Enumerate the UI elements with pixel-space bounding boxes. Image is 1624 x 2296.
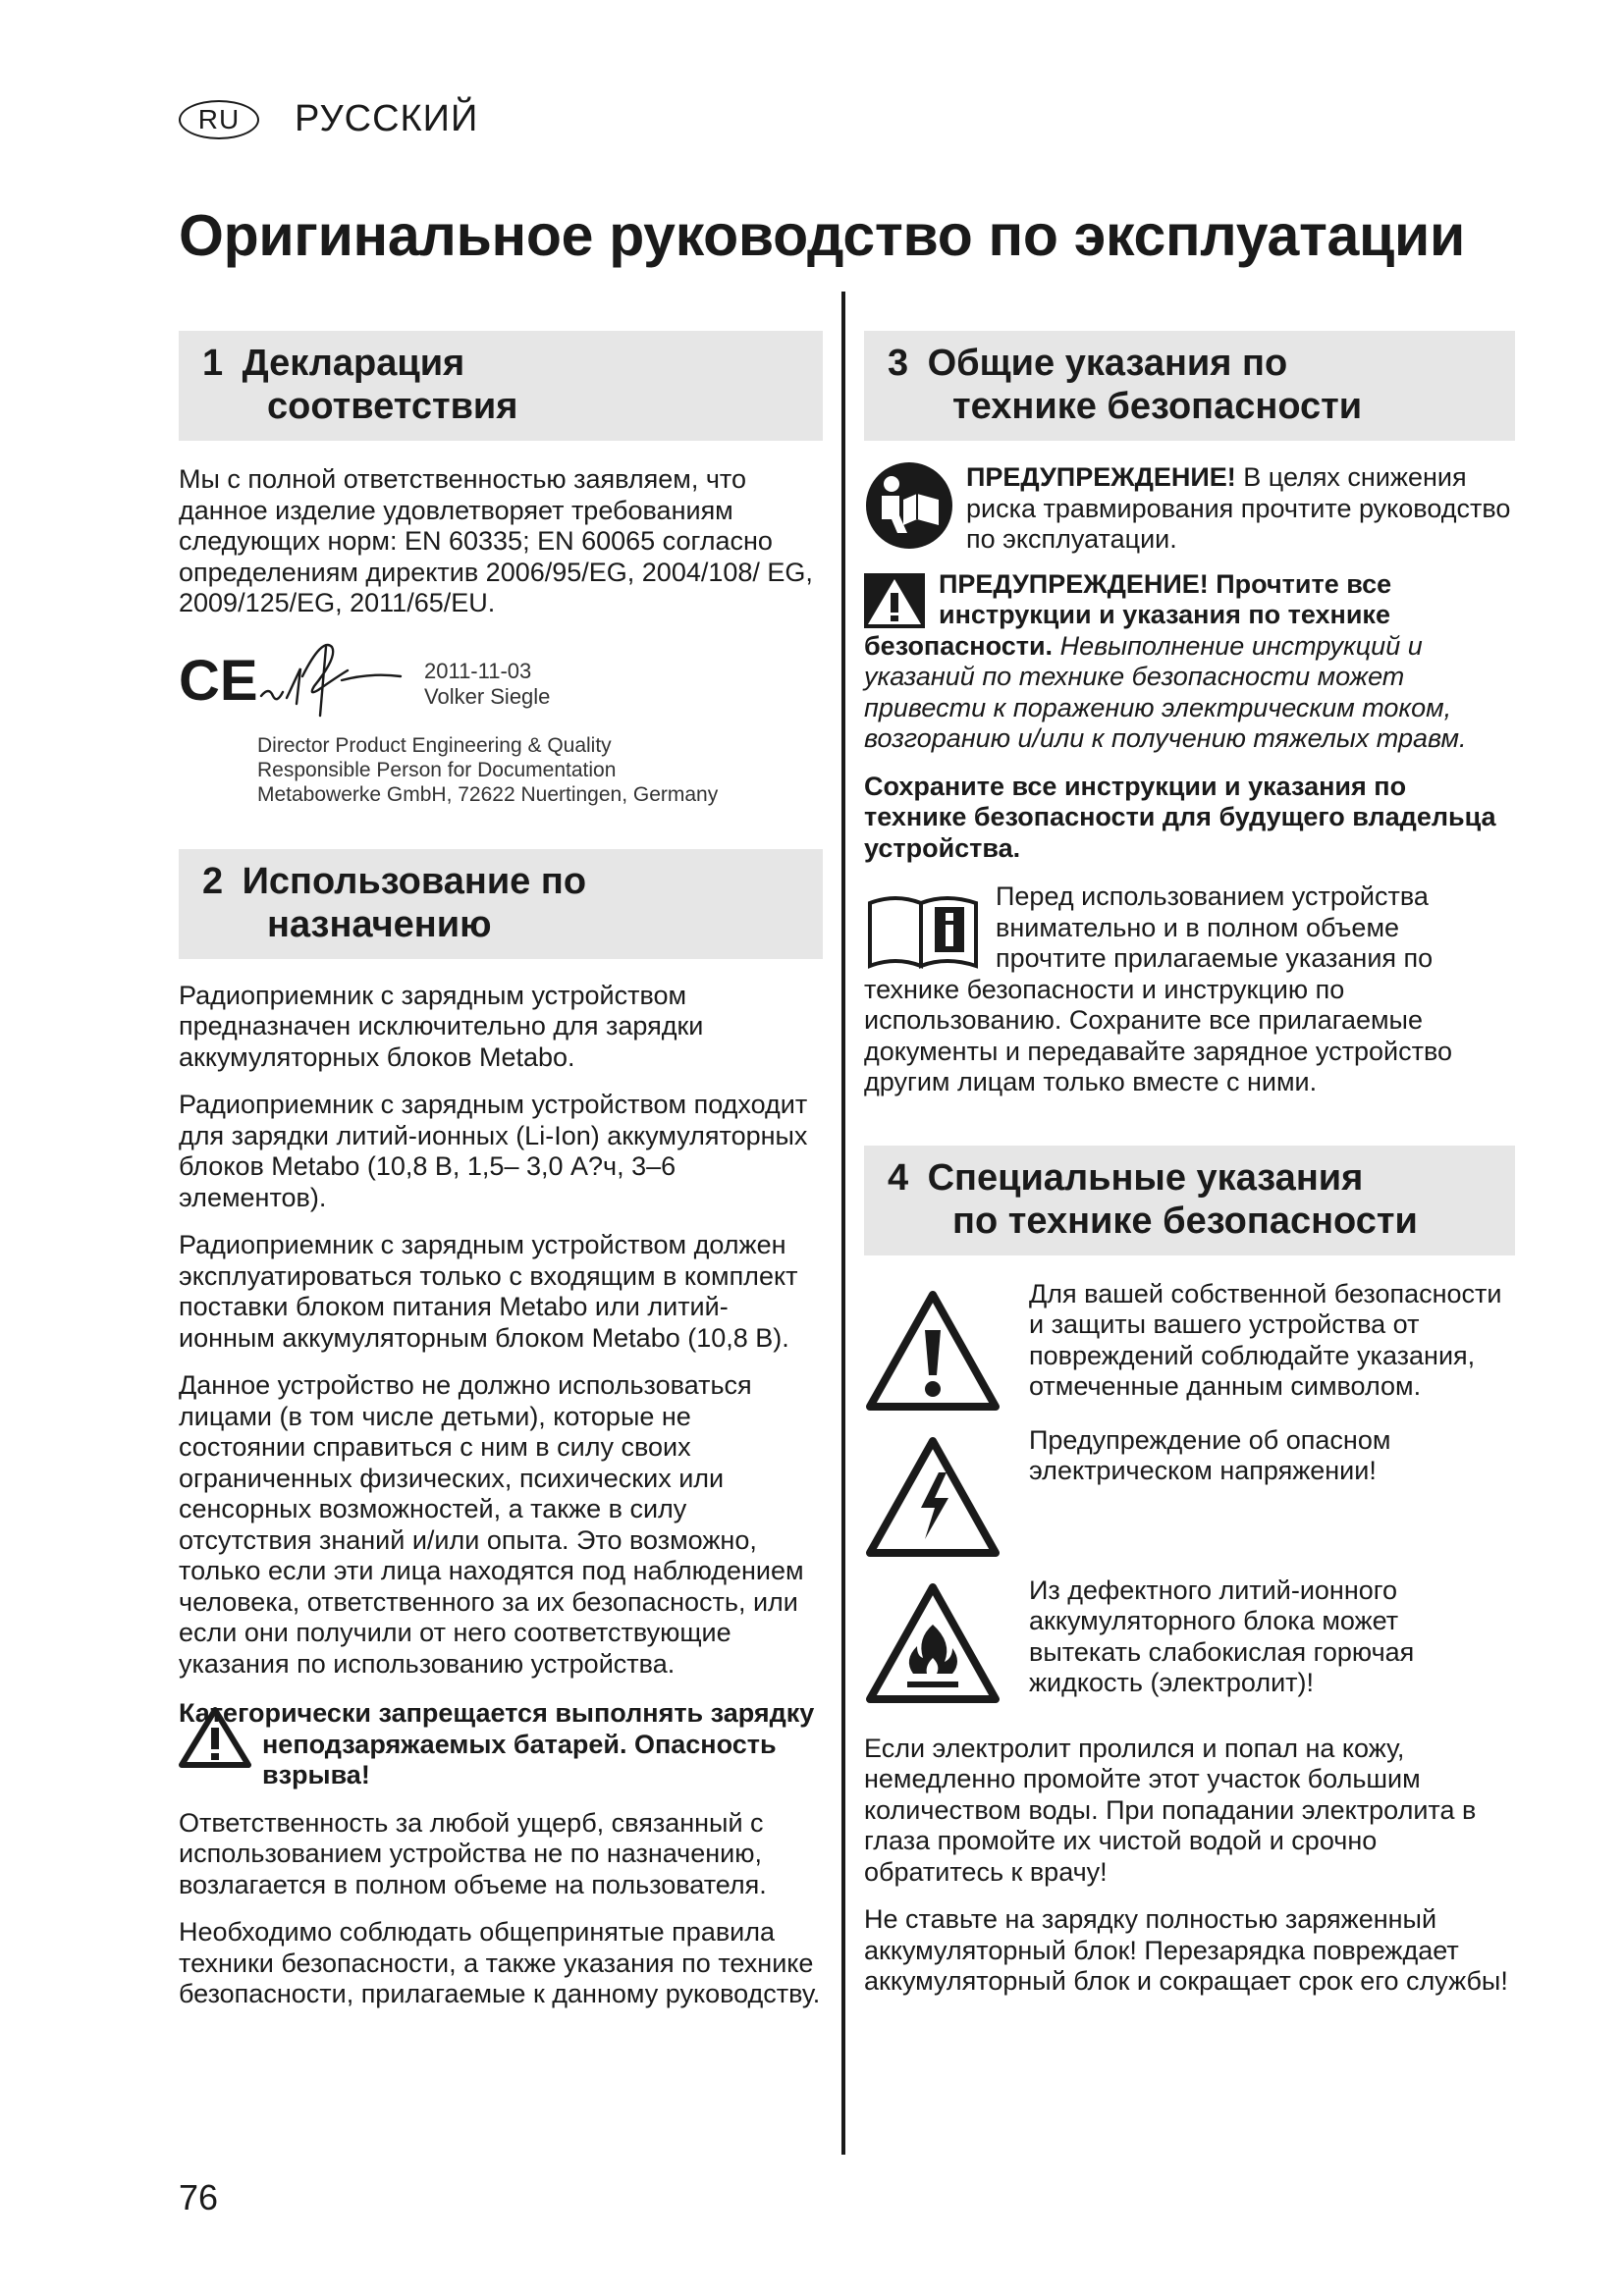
section-2-heading bbox=[179, 849, 823, 959]
section-4-heading bbox=[864, 1146, 1515, 1255]
language-code-badge: RU bbox=[179, 100, 259, 139]
section-title-line2: назначению bbox=[267, 903, 492, 945]
warning-body: В целях снижения риска травмирования прочтите руководство по эксплуатации. bbox=[966, 462, 1511, 554]
signature-name: Volker Siegle bbox=[424, 683, 551, 709]
paragraph: Ответственность за любой ущерб, связанный с использованием устройства не по назначению, возлагается в полном объеме на пользователя. bbox=[179, 1807, 767, 1899]
electric-hazard-text: Предупреждение об опасном электрическом напряжении! bbox=[1029, 1424, 1391, 1485]
paragraph: Необходимо соблюдать общепринятые правила техники безопасности, а также указания по технике безопасности, прилагаемые к данному руководству. bbox=[179, 1917, 821, 2008]
paragraph: Данное устройство не должно использоваться лицами (в том числе детьми), которые не состоянии справиться с ним в силу своих ограниченных физических, психических или сенсорных возможностей, а также в силу отсутствия знаний и/или опыта. Это возможно, только если эти лица находятся под наблюдением человека, ответственного за их безопасность, или если они получили от него соответствующие указания по использованию устройства. bbox=[179, 1370, 804, 1679]
paragraph: Радиоприемник с зарядным устройством подходит для зарядки литий-ионных (Li-Ion) аккумуляторных блоков Metabo (10,8 В, 1,5– 3,0 А?ч, 3–6 элементов). bbox=[179, 1090, 808, 1212]
signatory-responsibility: Responsible Person for Documentation bbox=[257, 758, 617, 781]
signatory-company: Metabowerke GmbH, 72622 Nuertingen, Germany bbox=[257, 782, 719, 806]
left-column bbox=[179, 331, 823, 2010]
signature-date: 2011-11-03 bbox=[424, 658, 532, 683]
read-manual-warning bbox=[864, 462, 1515, 556]
signatory-role: Director Product Engineering & Quality bbox=[257, 733, 612, 757]
flammable-warning-icon bbox=[864, 1579, 1001, 1707]
exclamation-warning-icon bbox=[864, 1287, 1001, 1415]
electric-hazard-row bbox=[864, 1425, 1515, 1566]
warning-triangle-icon bbox=[864, 573, 925, 628]
signatory-details bbox=[257, 733, 718, 807]
high-voltage-warning-icon bbox=[864, 1433, 1001, 1561]
save-instructions-text: Сохраните все инструкции и указания по технике безопасности для будущего владельца устройства. bbox=[864, 771, 1496, 863]
paragraph: Радиоприемник с зарядным устройством должен эксплуатироваться только с входящим в комплект поставки блоком питания Metabo или литий-ионным аккумуляторным блоком Metabo (10,8 В). bbox=[179, 1230, 798, 1353]
warning-body: Невыполнение инструкций и указаний по технике безопасности может привести к поражению электрическим током, возгоранию и/или к получению тяжелых травм. bbox=[864, 630, 1467, 753]
info-notice-text: Перед использованием устройства внимательно и в полном объеме прочтите прилагаемые указания по технике безопасности и инструкцию по использованию. Сохраните все прилагаемые документы и передавайте зарядное устройство другим лицам только вместе с ними. bbox=[864, 881, 1453, 1096]
handwritten-signature-icon bbox=[257, 637, 414, 725]
warning-label: ПРЕДУПРЕЖДЕНИЕ! bbox=[966, 462, 1236, 492]
flammable-hazard-text: Из дефектного литий-ионного аккумуляторного блока может вытекать слабокислая горючая жидкость (электролит)! bbox=[1029, 1575, 1415, 1697]
right-column bbox=[864, 331, 1515, 1998]
section-title-line1: Специальные указания bbox=[927, 1156, 1364, 1199]
language-name: РУССКИЙ bbox=[295, 98, 479, 139]
flammable-hazard-row bbox=[864, 1575, 1515, 1712]
electrolyte-advice: Если электролит пролился и попал на кожу, немедленно промойте этот участок большим количеством воды. При попадании электролита в глаза промойте их чистой водой и срочно обратитесь к врачу! bbox=[864, 1733, 1477, 1887]
icon-cell bbox=[864, 1575, 1029, 1712]
signature-date-name bbox=[424, 659, 550, 710]
section-number: 2 bbox=[202, 860, 224, 902]
section-title-line1: Использование по bbox=[242, 860, 587, 902]
explosion-warning-text: Категорически запрещается выполнять зарядку неподзаряжаемых батарей. Опасность взрыва! bbox=[179, 1698, 815, 1789]
general-safety-warning bbox=[864, 569, 1515, 755]
icon-cell bbox=[864, 1425, 1029, 1566]
language-header bbox=[179, 98, 478, 140]
section-title-line2: по технике безопасности bbox=[952, 1200, 1418, 1242]
section-title-line1: Общие указания по bbox=[927, 343, 1288, 384]
icon-cell bbox=[864, 1279, 1029, 1419]
column-divider bbox=[841, 292, 845, 2155]
declaration-text: Мы с полной ответственностью заявляем, что данное изделие удовлетворяет требованиям следующих норм: EN 60335; EN 60065 согласно определениям директив 2006/95/EG, 2004/108/ EG, 2009/125/EG, 2011/65/EU. bbox=[179, 464, 813, 617]
info-notice bbox=[864, 881, 1515, 1098]
section-title-line1: Декларация bbox=[242, 343, 465, 384]
general-safety-text bbox=[864, 569, 1515, 755]
signature-block bbox=[179, 637, 823, 824]
general-hazard-row bbox=[864, 1279, 1515, 1419]
paragraph: Радиоприемник с зарядным устройством предназначен исключительно для зарядки аккумуляторных блоков Metabo. bbox=[179, 980, 704, 1072]
section-3-heading bbox=[864, 331, 1515, 441]
info-book-icon bbox=[864, 889, 982, 974]
page-number: 76 bbox=[179, 2177, 219, 2217]
section-title-line2: соответствия bbox=[267, 386, 518, 427]
read-manual-text bbox=[864, 462, 1515, 556]
overcharge-advice: Не ставьте на зарядку полностью заряженный аккумуляторный блок! Перезарядка повреждает аккумуляторный блок и сокращает срок его службы! bbox=[864, 1904, 1508, 1996]
general-hazard-text: Для вашей собственной безопасности и защиты вашего устройства от повреждений соблюдайте указания, отмеченные данным символом. bbox=[1029, 1278, 1502, 1401]
warning-label: ПРЕДУПРЕЖДЕНИЕ! Прочтите все инструкции и указания по технике безопасности. bbox=[864, 568, 1392, 661]
explosion-warning bbox=[179, 1696, 823, 1791]
section-number: 4 bbox=[888, 1156, 909, 1199]
section-number: 3 bbox=[888, 343, 909, 384]
read-manual-icon bbox=[864, 460, 954, 551]
section-1-heading bbox=[179, 331, 823, 441]
ce-mark-text: CE bbox=[179, 650, 258, 710]
section-title-line2: технике безопасности bbox=[952, 386, 1363, 427]
page-title: Оригинальное руководство по эксплуатации bbox=[179, 203, 1465, 268]
section-number: 1 bbox=[202, 343, 224, 384]
